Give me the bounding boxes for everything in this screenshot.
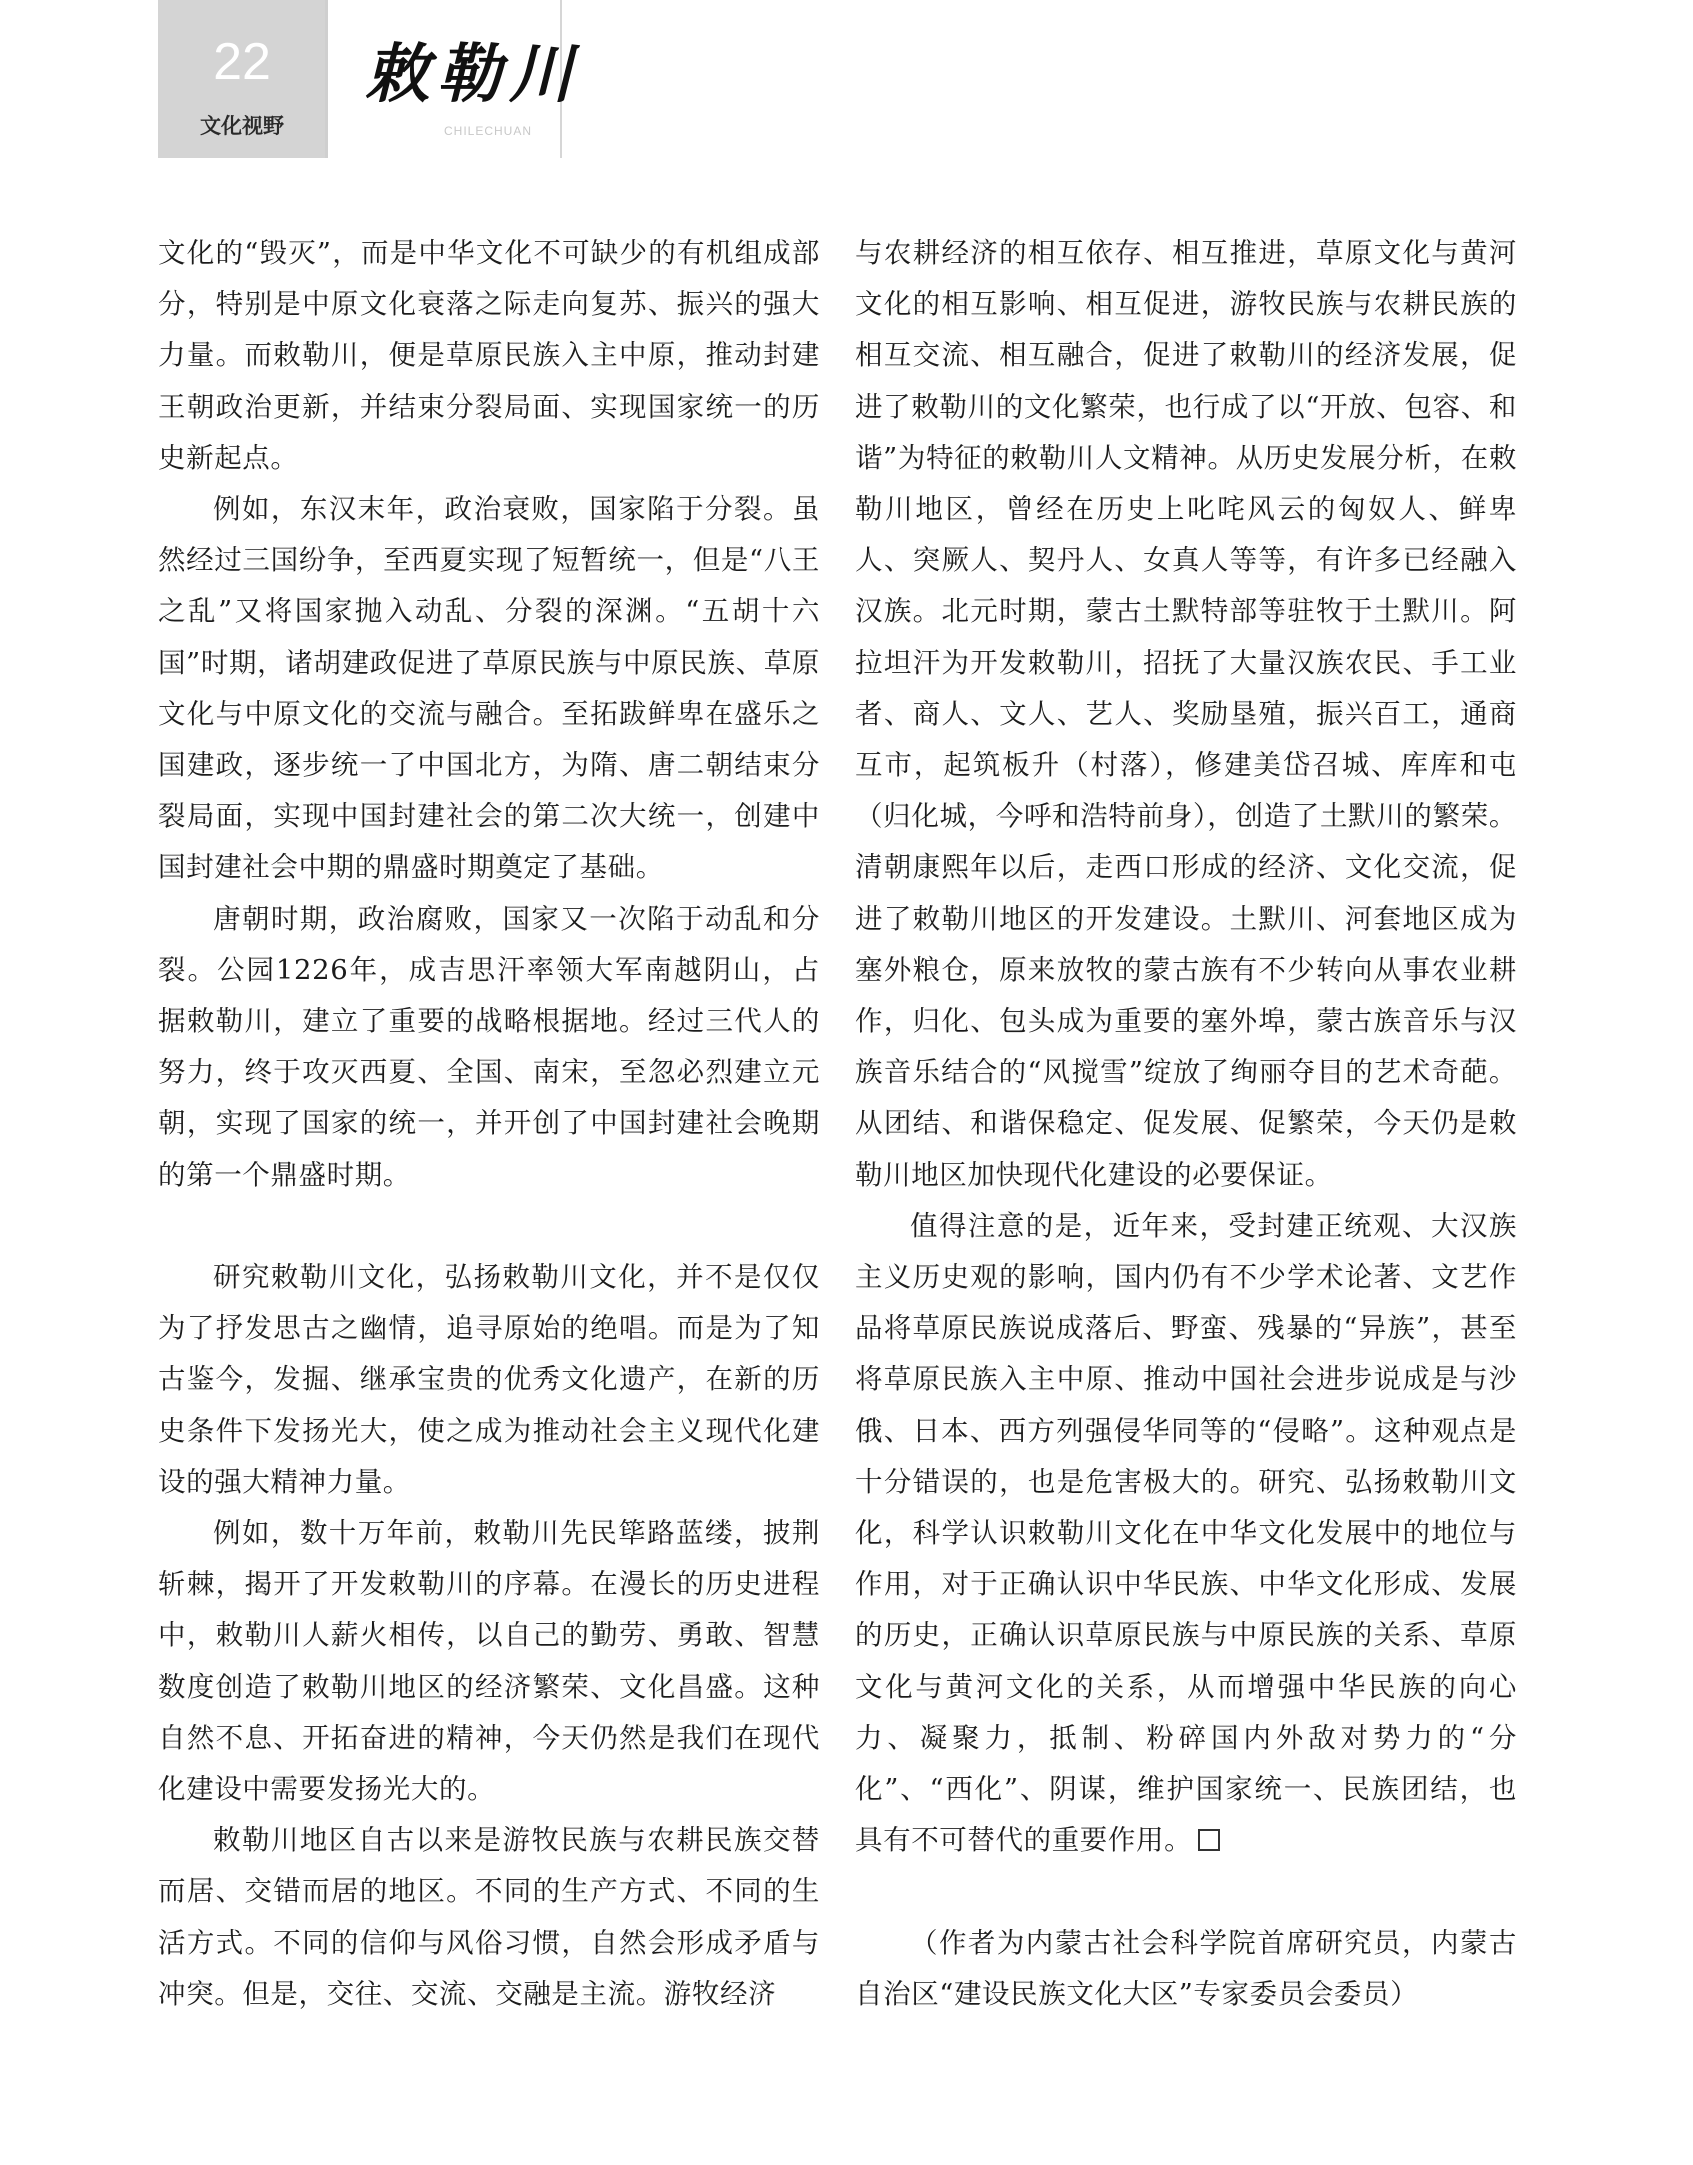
paragraph-text: 唐朝时期，政治腐败，国家又一次陷于动乱和分裂。公园1226年，成吉思汗率领大军南越阴山，占据敕勒川，建立了重要的战略根据地。经过三代人的努力，终于攻灭西夏、全国、南宋，至忽必烈建立元朝，实现了国家的统一，并开创了中国封建社会晚期的第一个鼎盛时期。 bbox=[158, 902, 820, 1191]
paragraph bbox=[855, 228, 1517, 1201]
paragraph-text: 例如，数十万年前，敕勒川先民筚路蓝缕，披荆斩棘，揭开了开发敕勒川的序幕。在漫长的历史进程中，敕勒川人薪火相传，以自己的勤劳、勇敢、智慧数度创造了敕勒川地区的经济繁荣、文化昌盛。这种自然不息、开拓奋进的精神，今天仍然是我们在现代化建设中需要发扬光大的。 bbox=[158, 1517, 820, 1806]
paragraph-text: 值得注意的是，近年来，受封建正统观、大汉族主义历史观的影响，国内仍有不少学术论著、文艺作品将草原民族说成落后、野蛮、残暴的“异族”，甚至将草原民族入主中原、推动中国社会进步说成是与沙俄、日本、西方列强侵华同等的“侵略”。这种观点是十分错误的，也是危害极大的。研究、弘扬敕勒川文化，科学认识敕勒川文化在中华文化发展中的地位与作用，对于正确认识中华民族、中华文化形成、发展的历史，正确认识草原民族与中原民族的关系、草原文化与黄河文化的关系，从而增强中华民族的向心力、凝聚力，抵制、粉碎国内外敌对势力的“分化”、“西化”、阴谋，维护国家统一、民族团结，也具有不可替代的重要作用。 bbox=[855, 1209, 1517, 1857]
paragraph bbox=[158, 484, 820, 894]
paragraph-text: 例如，东汉末年，政治衰败，国家陷于分裂。虽然经过三国纷争，至西夏实现了短暂统一，但是“八王之乱”又将国家抛入动乱、分裂的深渊。“五胡十六国”时期，诸胡建政促进了草原民族与中原民族、草原文化与中原文化的交流与融合。至拓跋鲜卑在盛乐之国建政，逐步统一了中国北方，为隋、唐二朝结束分裂局面，实现中国封建社会的第二次大统一，创建中国封建社会中期的鼎盛时期奠定了基础。 bbox=[158, 493, 820, 884]
paragraph-text: 敕勒川地区自古以来是游牧民族与农耕民族交替而居、交错而居的地区。不同的生产方式、不同的生活方式。不同的信仰与风俗习惯，自然会形成矛盾与冲突。但是，交往、交流、交融是主流。游牧经济 bbox=[158, 1824, 820, 2010]
article-right-column bbox=[855, 228, 1517, 2020]
end-of-article-mark-icon bbox=[1198, 1829, 1220, 1851]
paragraph bbox=[158, 1252, 820, 1508]
page-number: 22 bbox=[213, 33, 271, 91]
paragraph-text: 与农耕经济的相互依存、相互推进，草原文化与黄河文化的相互影响、相互促进，游牧民族与农耕民族的相互交流、相互融合，促进了敕勒川的经济发展，促进了敕勒川的文化繁荣，也行成了以“开放、包容、和谐”为特征的敕勒川人文精神。从历史发展分析，在敕勒川地区，曾经在历史上叱咤风云的匈奴人、鲜卑人、突厥人、契丹人、女真人等等，有许多已经融入汉族。北元时期，蒙古土默特部等驻牧于土默川。阿拉坦汗为开发敕勒川，招抚了大量汉族农民、手工业者、商人、文人、艺人、奖励垦殖，振兴百工，通商互市，起筑板升（村落），修建美岱召城、库库和屯（归化城，今呼和浩特前身），创造了土默川的繁荣。清朝康熙年以后，走西口形成的经济、文化交流，促进了敕勒川地区的开发建设。土默川、河套地区成为塞外粮仓，原来放牧的蒙古族有不少转向从事农业耕作，归化、包头成为重要的塞外埠，蒙古族音乐与汉族音乐结合的“风搅雪”绽放了绚丽夺目的艺术奇葩。从团结、和谐保稳定、促发展、促繁荣，今天仍是敕勒川地区加快现代化建设的必要保证。 bbox=[855, 237, 1517, 1191]
paragraph-gap bbox=[158, 1201, 820, 1252]
paragraph bbox=[158, 1508, 820, 1815]
paragraph bbox=[158, 1815, 820, 2020]
masthead-logo: 敕勒川 bbox=[365, 37, 581, 112]
paragraph-text: 文化的“毁灭”，而是中华文化不可缺少的有机组成部分，特别是中原文化衰落之际走向复苏、振兴的强大力量。而敕勒川，便是草原民族入主中原，推动封建王朝政治更新，并结束分裂局面、实现国家统一的历史新起点。 bbox=[158, 237, 820, 474]
paragraph bbox=[855, 1201, 1517, 1867]
page-header-block bbox=[158, 0, 326, 158]
paragraph-gap bbox=[855, 1867, 1517, 1918]
paragraph bbox=[158, 894, 820, 1201]
paragraph-text: 研究敕勒川文化，弘扬敕勒川文化，并不是仅仅为了抒发思古之幽情，追寻原始的绝唱。而是为了知古鉴今，发掘、继承宝贵的优秀文化遗产，在新的历史条件下发扬光大，使之成为推动社会主义现代化建设的强大精神力量。 bbox=[158, 1261, 820, 1498]
article-left-column bbox=[158, 228, 820, 2020]
paragraph-text: （作者为内蒙古社会科学院首席研究员，内蒙古自治区“建设民族文化大区”专家委员会委员） bbox=[855, 1926, 1517, 2010]
section-label: 文化视野 bbox=[200, 115, 284, 138]
header-divider bbox=[325, 0, 328, 158]
masthead-subtitle: CHILECHUAN bbox=[444, 124, 533, 138]
paragraph bbox=[158, 228, 820, 484]
paragraph bbox=[855, 1918, 1517, 2020]
